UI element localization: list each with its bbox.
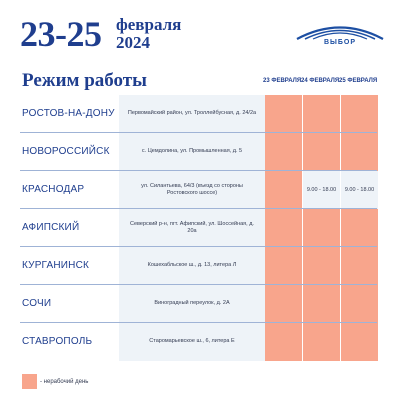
day-cell-closed	[341, 323, 378, 361]
day-cell-closed	[303, 95, 340, 133]
day-cell-closed	[341, 285, 378, 323]
schedule-row	[20, 323, 377, 361]
day-header-1: 23 ФЕВРАЛЯ	[263, 78, 302, 84]
day-cell-hours: 9.00 - 18.00	[341, 171, 378, 209]
schedule-row	[20, 133, 377, 171]
address-cell: с. Цемдолина, ул. Промышленная, д. 5	[119, 133, 265, 171]
schedule-row	[20, 247, 377, 285]
cell-divider	[302, 133, 303, 171]
day-cell-closed	[265, 247, 302, 285]
day-header-2: 24 ФЕВРАЛЯ	[301, 78, 340, 84]
day-cell-closed	[265, 171, 302, 209]
legend-swatch	[22, 374, 37, 389]
year-label: 2024	[116, 33, 150, 52]
address-cell: Кошехабльское ш., д. 13, литера Л	[119, 247, 265, 285]
schedule-row	[20, 285, 377, 323]
cell-divider	[340, 247, 341, 285]
day-cell-closed	[341, 95, 378, 133]
cell-divider	[302, 209, 303, 247]
schedule-row	[20, 171, 377, 209]
cell-divider	[340, 133, 341, 171]
cell-divider	[302, 323, 303, 361]
city-name: СОЧИ	[22, 298, 52, 309]
day-cell-closed	[303, 247, 340, 285]
city-name: СТАВРОПОЛЬ	[22, 336, 93, 347]
schedule-row	[20, 209, 377, 247]
city-name: КУРГАНИНСК	[22, 260, 90, 271]
cell-divider	[340, 95, 341, 133]
schedule-title: Режим работы	[22, 70, 147, 91]
day-cell-closed	[303, 285, 340, 323]
day-cell-closed	[341, 247, 378, 285]
legend-label: - нерабочий день	[40, 379, 89, 385]
day-cell-closed	[265, 285, 302, 323]
day-cell-closed	[265, 323, 302, 361]
day-cell-closed	[341, 209, 378, 247]
date-range: 23-25	[20, 14, 102, 54]
day-cell-hours: 9.00 - 18.00	[303, 171, 340, 209]
address-cell: ул. Силантьева, 64/3 (въезд со стороны Ростовского шоссе)	[119, 171, 265, 209]
cell-divider	[340, 209, 341, 247]
cell-divider	[302, 285, 303, 323]
schedule-row	[20, 95, 377, 133]
day-cell-closed	[303, 323, 340, 361]
city-name: НОВОРОССИЙСК	[22, 146, 110, 157]
day-cell-closed	[303, 133, 340, 171]
cell-divider	[302, 95, 303, 133]
city-name: АФИПСКИЙ	[22, 222, 80, 233]
address-cell: Первомайский район, ул. Троллейбусная, д. 24/2а	[119, 95, 265, 133]
brand-logo	[295, 18, 385, 52]
day-cell-closed	[265, 209, 302, 247]
cell-divider	[302, 171, 303, 209]
cell-divider	[302, 247, 303, 285]
month-label: февраля	[116, 15, 182, 34]
day-cell-closed	[265, 133, 302, 171]
day-cell-closed	[341, 133, 378, 171]
city-name: КРАСНОДАР	[22, 184, 85, 195]
address-cell: Северский р-н, пгт. Афипский, ул. Шоссейная, д. 20а	[119, 209, 265, 247]
city-name: РОСТОВ-НА-ДОНУ	[22, 108, 115, 119]
day-cell-closed	[303, 209, 340, 247]
logo-text: ВЫБОР	[323, 39, 357, 46]
cell-divider	[340, 323, 341, 361]
address-cell: Старомарьевское ш., 6, литера Е	[119, 323, 265, 361]
day-header-3: 25 ФЕВРАЛЯ	[339, 78, 378, 84]
logo-arc-icon	[295, 18, 385, 40]
day-cell-closed	[265, 95, 302, 133]
cell-divider	[340, 171, 341, 209]
cell-divider	[340, 285, 341, 323]
address-cell: Виноградный переулок, д. 2А	[119, 285, 265, 323]
